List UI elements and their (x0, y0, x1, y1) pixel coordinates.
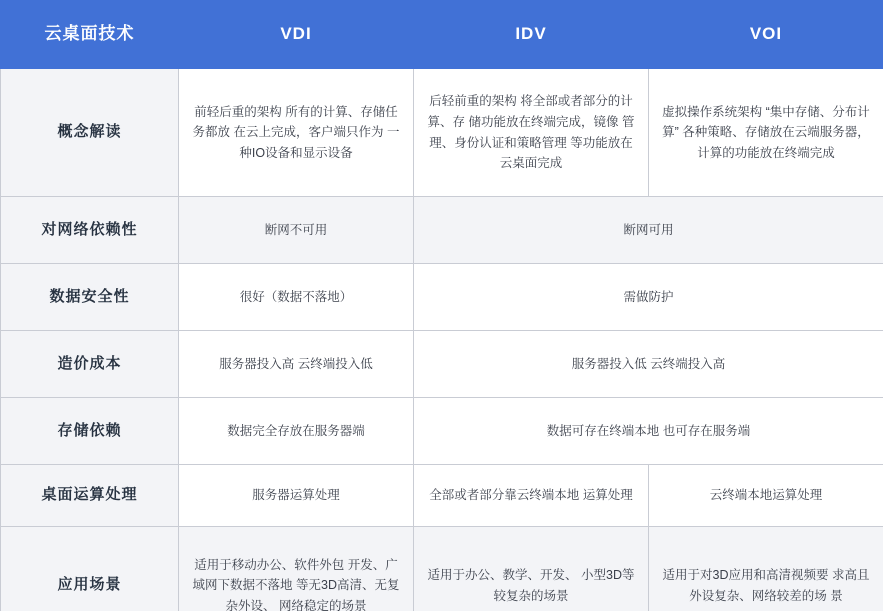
cell-network-vdi: 断网不可用 (179, 197, 414, 264)
column-header-voi: VOI (649, 1, 883, 69)
cell-storage-vdi: 数据完全存放在服务器端 (179, 398, 414, 465)
cell-compute-voi: 云终端本地运算处理 (649, 465, 883, 527)
row-label-cost: 造价成本 (1, 331, 179, 398)
cell-security-idv-voi: 需做防护 (414, 264, 883, 331)
row-label-storage-dependency: 存储依赖 (1, 398, 179, 465)
column-header-technology: 云桌面技术 (1, 1, 179, 69)
row-label-concept: 概念解读 (1, 69, 179, 197)
table-header (1, 1, 883, 69)
cell-security-vdi: 很好（数据不落地） (179, 264, 414, 331)
cell-use-cases-idv: 适用于办公、教学、开发、 小型3D等较复杂的场景 (414, 527, 649, 611)
cell-network-idv-voi: 断网可用 (414, 197, 883, 264)
table-row (1, 264, 883, 331)
row-label-network-dependency: 对网络依赖性 (1, 197, 179, 264)
cell-compute-idv: 全部或者部分靠云终端本地 运算处理 (414, 465, 649, 527)
table-header-row (1, 1, 883, 69)
row-label-desktop-compute: 桌面运算处理 (1, 465, 179, 527)
column-header-idv: IDV (414, 1, 649, 69)
cell-use-cases-vdi: 适用于移动办公、软件外包 开发、广域网下数据不落地 等无3D高清、无复杂外设、 网络稳定的场景 (179, 527, 414, 611)
row-label-data-security: 数据安全性 (1, 264, 179, 331)
table-row (1, 69, 883, 197)
row-label-use-cases: 应用场景 (1, 527, 179, 611)
table-row (1, 331, 883, 398)
cell-use-cases-voi: 适用于对3D应用和高清视频要 求高且外设复杂、网络较差的场 景 (649, 527, 883, 611)
cell-cost-vdi: 服务器投入高 云终端投入低 (179, 331, 414, 398)
cell-compute-vdi: 服务器运算处理 (179, 465, 414, 527)
cell-storage-idv-voi: 数据可存在终端本地 也可存在服务端 (414, 398, 883, 465)
column-header-vdi: VDI (179, 1, 414, 69)
cell-cost-idv-voi: 服务器投入低 云终端投入高 (414, 331, 883, 398)
table-row (1, 465, 883, 527)
cell-concept-voi: 虚拟操作系统架构 “集中存储、分布计算” 各种策略、存储放在云端服务器， 计算的功能放在终端完成 (649, 69, 883, 197)
table-row (1, 197, 883, 264)
cell-concept-vdi: 前轻后重的架构 所有的计算、存储任务都放 在云上完成，客户端只作为 一种IO设备和显示设备 (179, 69, 414, 197)
cell-concept-idv: 后轻前重的架构 将全部或者部分的计算、存 储功能放在终端完成，镜像 管理、身份认证和策略管理 等功能放在云桌面完成 (414, 69, 649, 197)
table-body (1, 69, 883, 611)
table-row (1, 398, 883, 465)
table-row (1, 527, 883, 611)
